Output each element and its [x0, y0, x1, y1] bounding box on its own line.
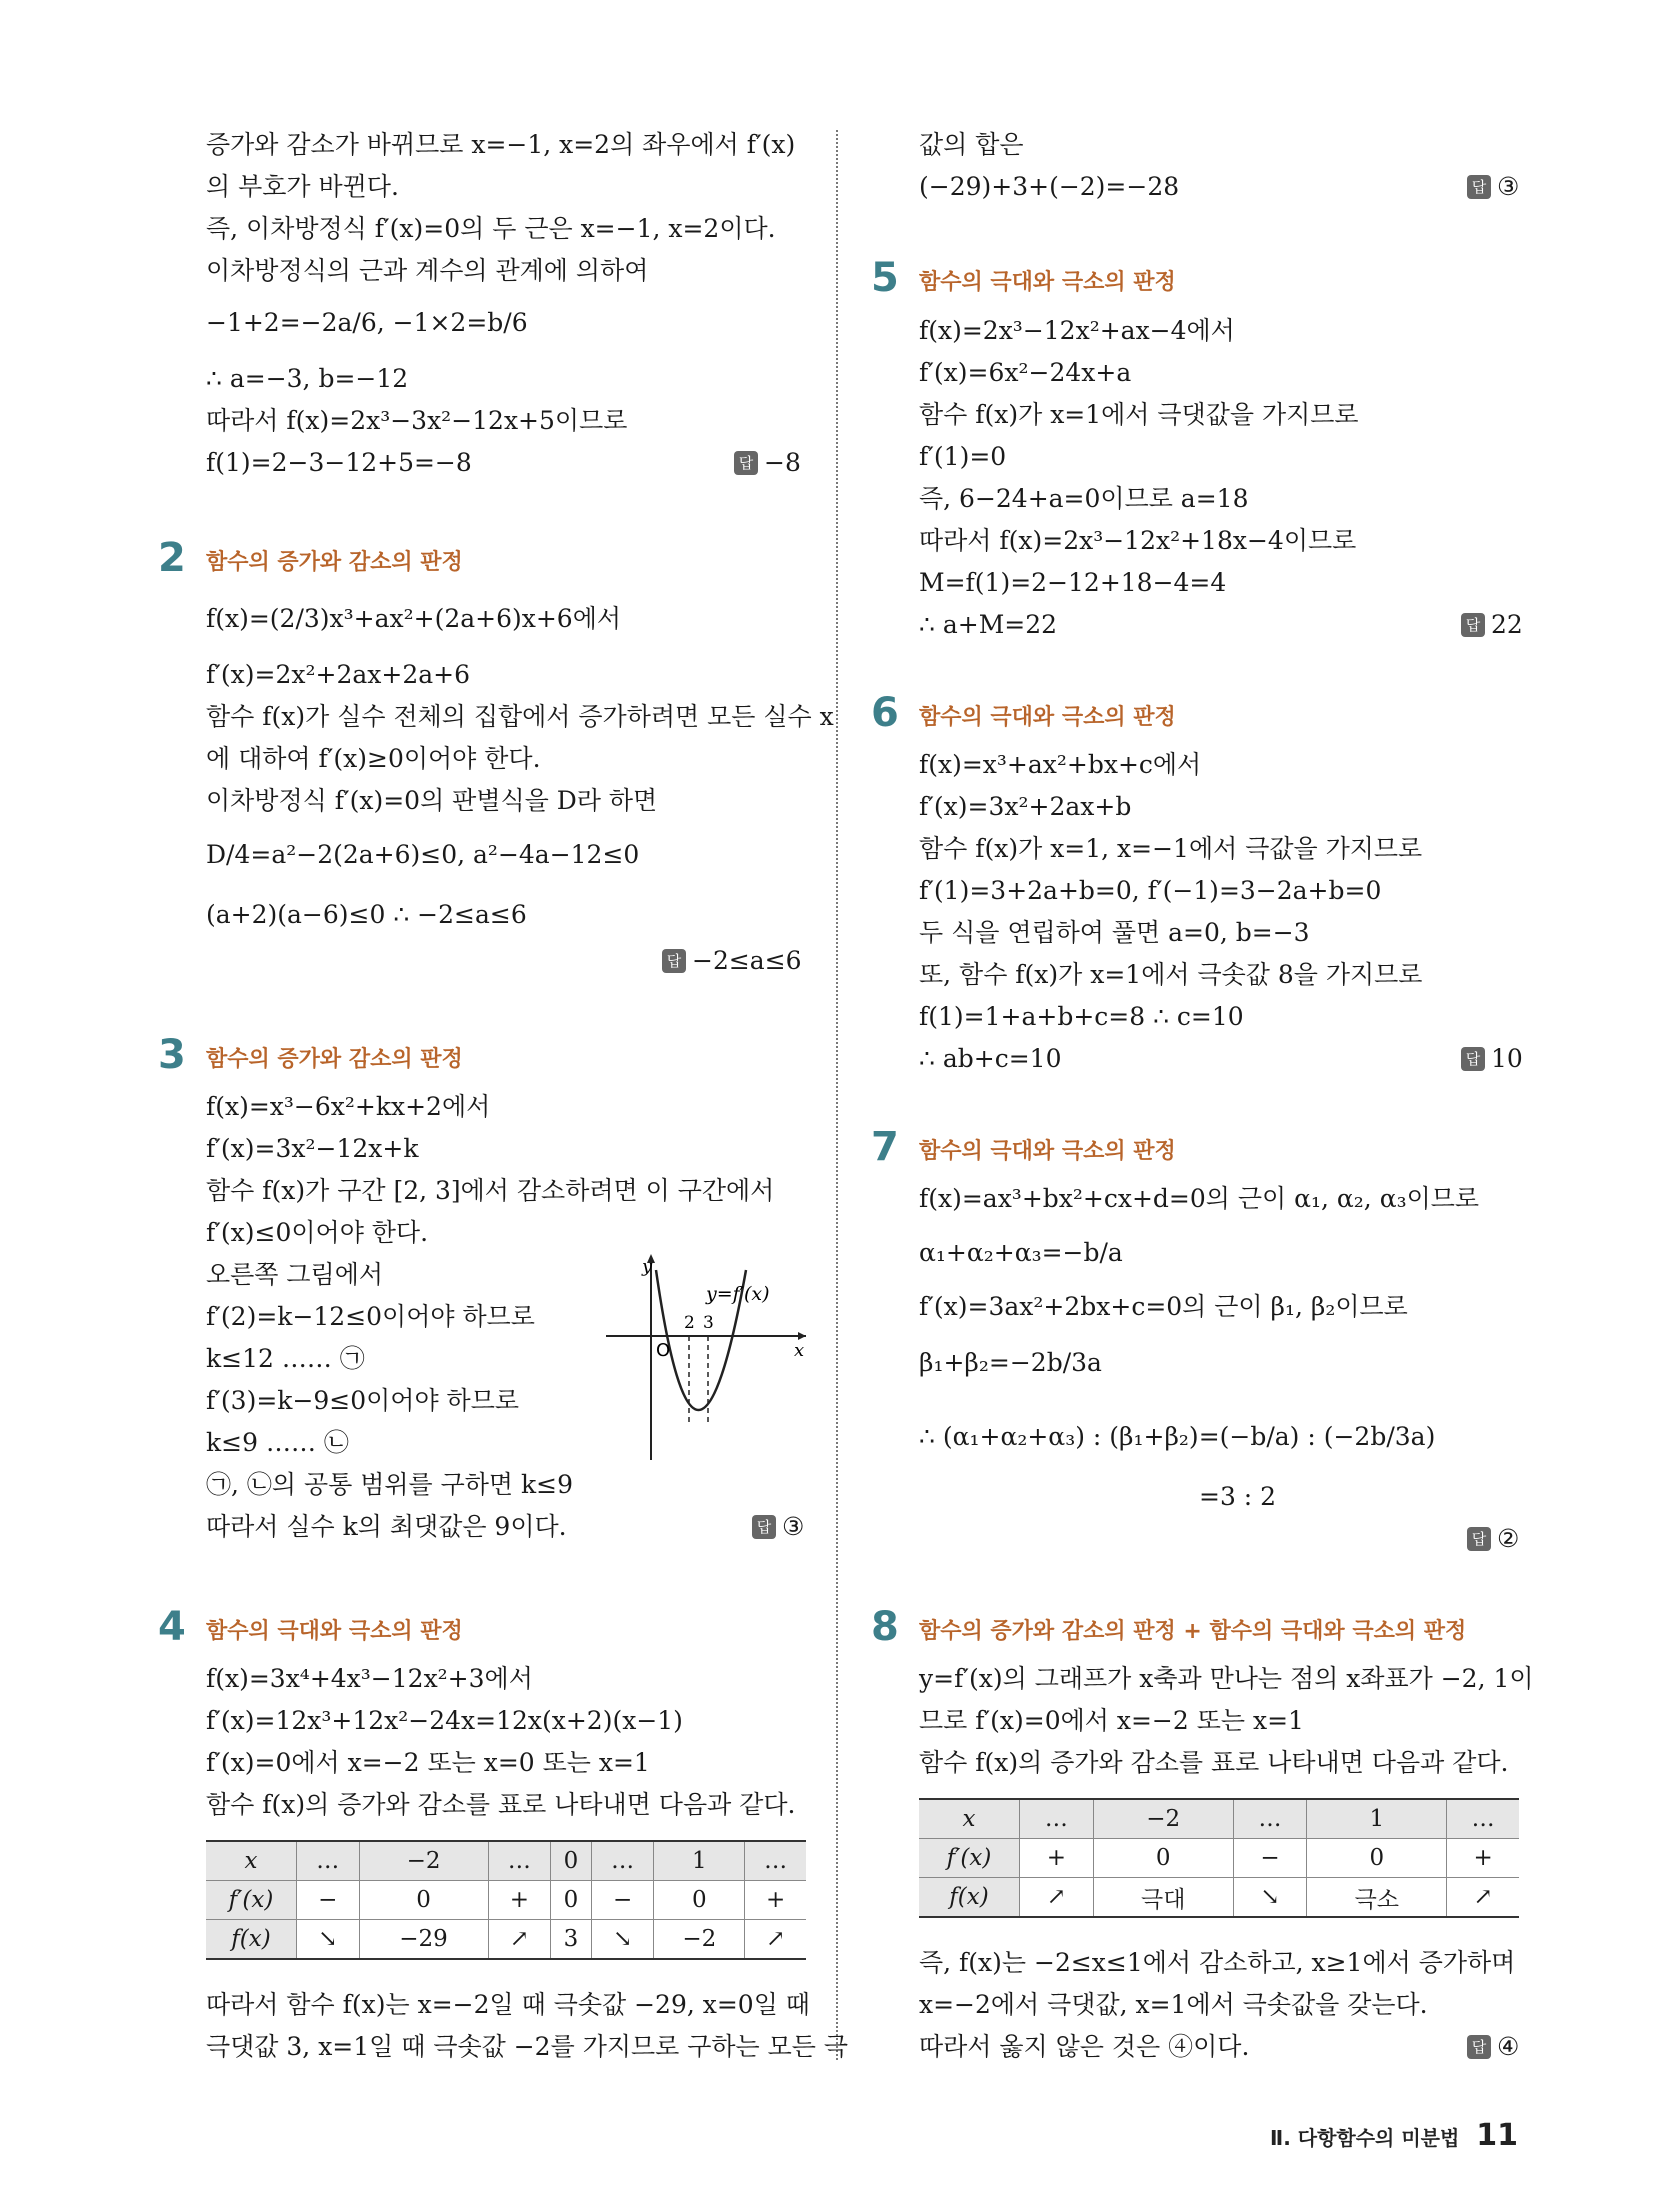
text-line: ㉠, ㉡의 공통 범위를 구하면 k≤9 — [206, 1470, 574, 1499]
table-row — [919, 1878, 1519, 1918]
section-title: 함수의 증가와 감소의 판정 + 함수의 극대와 극소의 판정 — [919, 1619, 1467, 1644]
table-cell: … — [488, 1841, 551, 1881]
table-cell: … — [591, 1841, 654, 1881]
text-line: k≤9 …… ㉡ — [206, 1428, 349, 1457]
text-line: f′(3)=k−9≤0이어야 하므로 — [206, 1386, 519, 1415]
curve-label: y=f′(x) — [706, 1283, 770, 1305]
text-line: 따라서 옳지 않은 것은 ④이다. — [919, 2032, 1250, 2061]
answer-badge: 답 — [1467, 1527, 1491, 1551]
text-line: f′(x)=12x³+12x²−24x=12x(x+2)(x−1) — [206, 1706, 683, 1735]
table-cell: + — [1447, 1839, 1519, 1878]
text-line: M=f(1)=2−12+18−4=4 — [919, 568, 1227, 597]
answer-badge: 답 — [752, 1515, 776, 1539]
origin-label: O — [656, 1340, 671, 1361]
table-cell: … — [745, 1841, 806, 1881]
text-line: f(x)=x³+ax²+bx+c에서 — [919, 750, 1202, 779]
text-line: f′(1)=3+2a+b=0, f′(−1)=3−2a+b=0 — [919, 876, 1382, 905]
table-cell: x — [919, 1799, 1020, 1839]
text-line: f′(1)=0 — [919, 442, 1007, 471]
answer-value: 22 — [1491, 610, 1523, 639]
text-line: f′(x)=3x²−12x+k — [206, 1134, 419, 1163]
answer-badge: 답 — [662, 949, 686, 973]
text-line: 함수 f(x)가 구간 [2, 3]에서 감소하려면 이 구간에서 — [206, 1176, 775, 1205]
table-cell: x — [206, 1841, 297, 1881]
column-divider — [836, 130, 838, 2060]
table-cell: −2 — [654, 1920, 745, 1960]
table-cell: ↘ — [1233, 1878, 1307, 1918]
table-cell: −29 — [359, 1920, 488, 1960]
text-line: 값의 합은 — [919, 130, 1024, 159]
text-line: 이차방정식 f′(x)=0의 판별식을 D라 하면 — [206, 786, 658, 815]
table-cell: 0 — [551, 1881, 592, 1920]
text-line: 의 부호가 바뀐다. — [206, 172, 399, 201]
text-line: (a+2)(a−6)≤0 ∴ −2≤a≤6 — [206, 900, 527, 929]
x-axis-label: x — [794, 1340, 805, 1361]
table-cell: 1 — [1307, 1799, 1447, 1839]
table-cell: − — [591, 1881, 654, 1920]
text-line: x=−2에서 극댓값, x=1에서 극솟값을 갖는다. — [919, 1990, 1428, 2019]
table-cell: −2 — [1093, 1799, 1233, 1839]
text-line: 에 대하여 f′(x)≥0이어야 한다. — [206, 744, 541, 773]
answer — [734, 448, 801, 477]
section-title: 함수의 극대와 극소의 판정 — [919, 270, 1176, 295]
section-title: 함수의 증가와 감소의 판정 — [206, 550, 463, 575]
table-cell: f′(x) — [206, 1881, 297, 1920]
text-line: 두 식을 연립하여 풀면 a=0, b=−3 — [919, 918, 1310, 947]
table-cell: ↗ — [745, 1920, 806, 1960]
section-number: 7 — [871, 1124, 899, 1170]
text-line: 함수 f(x)의 증가와 감소를 표로 나타내면 다음과 같다. — [206, 1790, 796, 1819]
text-line: 즉, f(x)는 −2≤x≤1에서 감소하고, x≥1에서 증가하며 — [919, 1948, 1516, 1977]
section-number: 2 — [158, 535, 186, 581]
table-cell: … — [1020, 1799, 1094, 1839]
answer-value: ③ — [782, 1512, 805, 1541]
section-number: 8 — [871, 1604, 899, 1650]
chapter-label: Ⅱ. 다항함수의 미분법 — [1270, 2126, 1460, 2150]
answer-value: −2≤a≤6 — [692, 946, 802, 975]
section-number: 4 — [158, 1604, 186, 1650]
table-cell: f(x) — [919, 1878, 1020, 1918]
section-number: 3 — [158, 1032, 186, 1078]
section-number: 5 — [871, 255, 899, 301]
text-line: f(x)=2x³−12x²+ax−4에서 — [919, 316, 1235, 345]
text-line: −1+2=−2a/6, −1×2=b/6 — [206, 308, 528, 337]
text-line: 극댓값 3, x=1일 때 극솟값 −2를 가지므로 구하는 모든 극 — [206, 2032, 849, 2061]
table-cell: 0 — [359, 1881, 488, 1920]
text-line: ∴ (α₁+α₂+α₃) : (β₁+β₂)=(−b/a) : (−2b/3a) — [919, 1422, 1436, 1451]
text-line: =3 : 2 — [1199, 1482, 1277, 1511]
answer — [662, 946, 802, 975]
table-cell: 0 — [551, 1841, 592, 1881]
section-title: 함수의 극대와 극소의 판정 — [919, 705, 1176, 730]
table-row — [919, 1839, 1519, 1878]
table-cell: ↘ — [297, 1920, 360, 1960]
text-line: 따라서 f(x)=2x³−12x²+18x−4이므로 — [919, 526, 1357, 555]
text-line: k≤12 …… ㉠ — [206, 1344, 365, 1373]
y-axis-label: y — [642, 1256, 653, 1277]
text-line: f′(2)=k−12≤0이어야 하므로 — [206, 1302, 535, 1331]
parabola-graph — [606, 1250, 816, 1460]
table-cell: 극대 — [1093, 1878, 1233, 1918]
text-line: f′(x)≤0이어야 한다. — [206, 1218, 429, 1247]
answer-value: 10 — [1491, 1044, 1523, 1073]
text-line: 즉, 이차방정식 f′(x)=0의 두 근은 x=−1, x=2이다. — [206, 214, 776, 243]
answer-value: ③ — [1497, 172, 1520, 201]
table-cell: + — [488, 1881, 551, 1920]
text-line: f(x)=ax³+bx²+cx+d=0의 근이 α₁, α₂, α₃이므로 — [919, 1184, 1480, 1213]
table-cell: … — [1233, 1799, 1307, 1839]
text-line: f′(x)=3x²+2ax+b — [919, 792, 1132, 821]
table-cell: + — [745, 1881, 806, 1920]
text-line: 따라서 함수 f(x)는 x=−2일 때 극솟값 −29, x=0일 때 — [206, 1990, 810, 2019]
table-row — [206, 1881, 806, 1920]
table-cell: f′(x) — [919, 1839, 1020, 1878]
text-line: α₁+α₂+α₃=−b/a — [919, 1238, 1123, 1267]
text-line: 증가와 감소가 바뀌므로 x=−1, x=2의 좌우에서 f′(x) — [206, 130, 796, 159]
tick-label-2: 2 — [684, 1313, 695, 1333]
answer — [1461, 610, 1523, 639]
text-line: ∴ ab+c=10 — [919, 1044, 1062, 1073]
text-line: (−29)+3+(−2)=−28 — [919, 172, 1180, 201]
table-row — [919, 1799, 1519, 1839]
answer-value: ② — [1497, 1524, 1520, 1553]
text-line: f(x)=3x⁴+4x³−12x²+3에서 — [206, 1664, 533, 1693]
table-cell: ↗ — [1020, 1878, 1094, 1918]
text-line: 이차방정식의 근과 계수의 관계에 의하여 — [206, 256, 649, 285]
section-title: 함수의 증가와 감소의 판정 — [206, 1047, 463, 1072]
text-line: 즉, 6−24+a=0이므로 a=18 — [919, 484, 1249, 513]
table-cell: 극소 — [1307, 1878, 1447, 1918]
text-line: β₁+β₂=−2b/3a — [919, 1348, 1102, 1377]
text-line: 함수 f(x)의 증가와 감소를 표로 나타내면 다음과 같다. — [919, 1748, 1509, 1777]
answer — [1467, 172, 1519, 201]
text-line: 따라서 f(x)=2x³−3x²−12x+5이므로 — [206, 406, 628, 435]
table-cell: − — [297, 1881, 360, 1920]
section-title: 함수의 극대와 극소의 판정 — [206, 1619, 463, 1644]
text-line: f′(x)=2x²+2ax+2a+6 — [206, 660, 470, 689]
text-line: D/4=a²−2(2a+6)≤0, a²−4a−12≤0 — [206, 840, 640, 869]
text-line: 함수 f(x)가 실수 전체의 집합에서 증가하려면 모든 실수 x — [206, 702, 834, 731]
answer-badge: 답 — [1461, 1047, 1485, 1071]
answer-badge: 답 — [1467, 2035, 1491, 2059]
text-line: 오른쪽 그림에서 — [206, 1260, 383, 1289]
page-footer — [1270, 2118, 1518, 2153]
answer-value: ④ — [1497, 2032, 1520, 2061]
table-cell: … — [1447, 1799, 1519, 1839]
answer-badge: 답 — [1467, 175, 1491, 199]
text-line: ∴ a=−3, b=−12 — [206, 364, 409, 393]
tick-label-3: 3 — [703, 1313, 714, 1333]
table-cell: 0 — [1307, 1839, 1447, 1878]
section-title: 함수의 극대와 극소의 판정 — [919, 1139, 1176, 1164]
text-line: f(1)=1+a+b+c=8 ∴ c=10 — [919, 1002, 1244, 1031]
text-line: f(x)=x³−6x²+kx+2에서 — [206, 1092, 491, 1121]
text-line: f′(x)=0에서 x=−2 또는 x=0 또는 x=1 — [206, 1748, 650, 1777]
table-row — [206, 1920, 806, 1960]
answer-badge: 답 — [1461, 613, 1485, 637]
text-line: f′(x)=6x²−24x+a — [919, 358, 1132, 387]
text-line: 또, 함수 f(x)가 x=1에서 극솟값 8을 가지므로 — [919, 960, 1423, 989]
table-cell: + — [1020, 1839, 1094, 1878]
table-cell: 1 — [654, 1841, 745, 1881]
table-cell: ↗ — [1447, 1878, 1519, 1918]
page-number: 11 — [1476, 2118, 1518, 2153]
table-row — [206, 1841, 806, 1881]
answer — [752, 1512, 804, 1541]
text-line: f′(x)=3ax²+2bx+c=0의 근이 β₁, β₂이므로 — [919, 1292, 1408, 1321]
text-line: 함수 f(x)가 x=1, x=−1에서 극값을 가지므로 — [919, 834, 1423, 863]
answer — [1467, 1524, 1519, 1553]
sign-table — [919, 1798, 1519, 1918]
section-number: 6 — [871, 690, 899, 736]
x-axis-arrow — [798, 1332, 806, 1340]
answer-badge: 답 — [734, 451, 758, 475]
text-line: y=f′(x)의 그래프가 x축과 만나는 점의 x좌표가 −2, 1이 — [919, 1664, 1534, 1693]
text-line: ∴ a+M=22 — [919, 610, 1058, 639]
sign-table — [206, 1840, 806, 1960]
text-line: f(1)=2−3−12+5=−8 — [206, 448, 472, 477]
text-line: 함수 f(x)가 x=1에서 극댓값을 가지므로 — [919, 400, 1359, 429]
table-cell: f(x) — [206, 1920, 297, 1960]
answer — [1467, 2032, 1519, 2061]
table-cell: 0 — [1093, 1839, 1233, 1878]
text-line: 따라서 실수 k의 최댓값은 9이다. — [206, 1512, 567, 1541]
table-cell: … — [297, 1841, 360, 1881]
table-cell: ↗ — [488, 1920, 551, 1960]
answer-value: −8 — [764, 448, 801, 477]
text-line: f(x)=(2/3)x³+ax²+(2a+6)x+6에서 — [206, 604, 622, 633]
table-cell: − — [1233, 1839, 1307, 1878]
table-cell: 0 — [654, 1881, 745, 1920]
text-line: 므로 f′(x)=0에서 x=−2 또는 x=1 — [919, 1706, 1304, 1735]
table-cell: −2 — [359, 1841, 488, 1881]
table-cell: ↘ — [591, 1920, 654, 1960]
table-cell: 3 — [551, 1920, 592, 1960]
answer — [1461, 1044, 1523, 1073]
